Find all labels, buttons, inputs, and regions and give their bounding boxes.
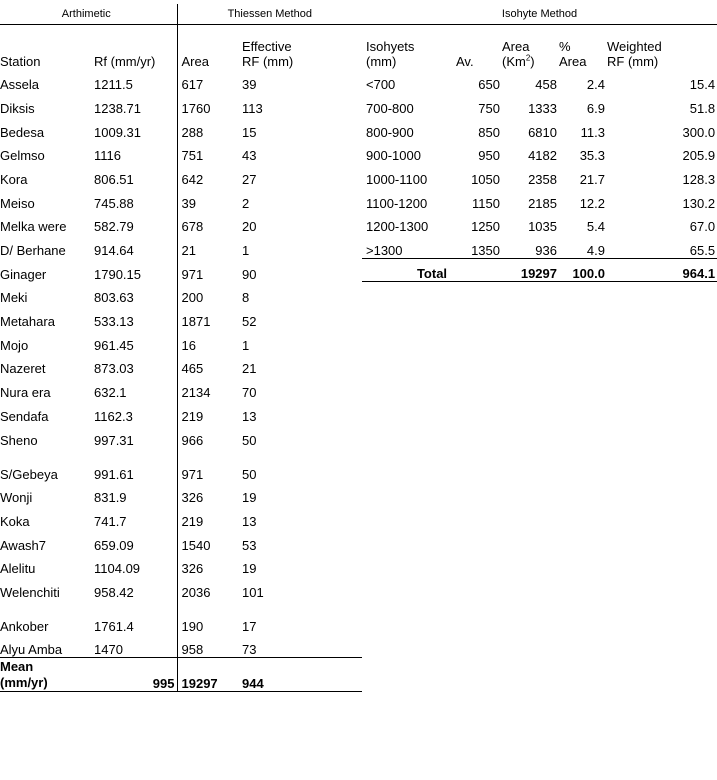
effective-rf-header-line2: RF (mm) [242, 53, 294, 69]
station-rf: 1009.31 [94, 124, 141, 140]
station-effective-rf: 2 [242, 195, 250, 211]
arithmetic-group-header: Arthimetic [0, 4, 177, 25]
station-name: Ankober [0, 618, 49, 634]
station-row [0, 400, 362, 424]
station-row [0, 553, 362, 577]
isohyet-percent-area: 11.3 [580, 124, 605, 140]
isohyet-area: 936 [535, 242, 557, 258]
station-effective-rf: 8 [242, 290, 250, 306]
station-row [0, 329, 362, 353]
isohyet-percent-area: 2.4 [586, 77, 605, 93]
isohyet-range: 700-800 [366, 100, 414, 116]
isohyet-percent-area: 4.9 [586, 242, 605, 258]
station-rf: 914.64 [94, 243, 134, 258]
station-rf: 1470 [94, 642, 123, 658]
station-row [0, 505, 362, 529]
station-area: 966 [177, 424, 242, 448]
station-row [0, 234, 362, 258]
isohyet-weighted-rf: 67.0 [689, 219, 716, 235]
station-area: 678 [177, 211, 242, 235]
station-area: 971 [177, 448, 242, 482]
isohyet-percent-area: 5.4 [586, 219, 605, 235]
mean-row [0, 658, 362, 692]
weighted-rf-header-line2: RF (mm) [607, 53, 659, 69]
station-name: Welenchiti [0, 584, 60, 600]
isohyet-average: 850 [478, 124, 500, 140]
station-rf: 806.51 [94, 171, 134, 187]
station-rf: 1211.5 [94, 77, 133, 93]
station-row [0, 482, 362, 506]
station-area: 21 [177, 234, 242, 258]
station-area: 326 [177, 553, 242, 577]
station-row [0, 448, 362, 482]
station-row [0, 305, 362, 329]
station-name: Wonji [0, 490, 33, 506]
isohyte-area-column-header [502, 25, 559, 69]
station-area: 751 [177, 140, 242, 164]
station-effective-rf: 27 [242, 171, 257, 187]
station-row [0, 69, 362, 93]
station-row [0, 576, 362, 600]
total-row [362, 258, 717, 282]
station-name: Melka were [0, 219, 67, 235]
isohyet-range: 1100-1200 [366, 195, 428, 211]
isohyet-range: <700 [366, 77, 396, 93]
isohyte-group-header: Isohyte Method [362, 4, 717, 25]
station-row [0, 529, 362, 553]
station-rf: 533.13 [94, 314, 134, 330]
weighted-rf-header-line1: Weighted [607, 38, 662, 54]
percent-area-header-line2: Area [559, 53, 587, 69]
station-effective-rf: 73 [242, 642, 257, 658]
isohyet-average: 1350 [471, 242, 500, 258]
station-effective-rf: 20 [242, 219, 257, 235]
effective-rf-column-header [242, 25, 362, 69]
station-row [0, 258, 362, 282]
station-effective-rf: 17 [242, 618, 257, 634]
total-label: Total [362, 258, 502, 282]
isohyets-header-line1: Isohyets [366, 38, 415, 54]
isohyet-area: 1333 [528, 100, 557, 116]
station-rf: 1761.4 [94, 618, 134, 634]
station-row [0, 353, 362, 377]
station-area: 1760 [177, 92, 242, 116]
isohyet-area: 4182 [528, 148, 557, 164]
isohyte-area-header-line1: Area [502, 38, 530, 54]
station-name: Nazeret [0, 361, 46, 377]
isohyet-range: 1000-1100 [366, 171, 428, 187]
isohyet-range: 800-900 [366, 124, 414, 140]
thiessen-area-column-header: Area [177, 25, 242, 69]
station-row [0, 376, 362, 400]
station-rf: 831.9 [94, 490, 127, 506]
station-effective-rf: 50 [242, 432, 257, 448]
effective-rf-header-line1: Effective [242, 38, 292, 54]
station-name: Alelitu [0, 561, 36, 577]
station-rf: 803.63 [94, 290, 134, 306]
isohyet-percent-area: 35.3 [579, 148, 605, 164]
isohyet-row [362, 116, 717, 140]
isohyet-range: 1200-1300 [366, 219, 429, 235]
station-effective-rf: 21 [242, 361, 257, 377]
mean-rf: 995 [94, 658, 177, 692]
station-effective-rf: 19 [242, 490, 257, 506]
station-area: 958 [177, 634, 242, 658]
station-row [0, 634, 362, 658]
station-effective-rf: 1 [242, 337, 250, 353]
station-effective-rf: 19 [242, 561, 257, 577]
isohyet-percent-area: 12.2 [579, 195, 605, 211]
total-area: 19297 [502, 258, 559, 282]
station-rf: 659.09 [94, 537, 134, 553]
station-area: 200 [177, 282, 242, 306]
station-effective-rf: 50 [242, 466, 257, 482]
isohyet-area: 458 [535, 77, 557, 93]
station-rf: 741.7 [94, 513, 127, 529]
station-name: Nura era [0, 385, 51, 401]
isohyet-percent-area: 6.9 [586, 100, 605, 116]
isohyet-average: 1050 [471, 171, 500, 187]
isohyet-weighted-rf: 65.5 [689, 242, 716, 258]
station-row [0, 211, 362, 235]
station-rf: 991.61 [94, 466, 134, 482]
total-percent-area: 100.0 [559, 258, 607, 282]
isohyet-area: 2185 [528, 195, 557, 211]
station-name: Sendafa [0, 408, 49, 424]
mean-label-line2: (mm/yr) [0, 675, 48, 691]
weighted-rf-column-header [607, 25, 717, 69]
station-area: 219 [177, 505, 242, 529]
mean-area: 19297 [177, 658, 242, 692]
isohyets-column-header [362, 25, 452, 69]
station-rf: 997.31 [94, 432, 134, 448]
station-rf: 1104.09 [94, 561, 141, 577]
station-effective-rf: 70 [242, 385, 257, 401]
isohyet-row [362, 163, 717, 187]
station-effective-rf: 13 [242, 513, 257, 529]
station-area: 190 [177, 600, 242, 634]
station-rf: 958.42 [94, 584, 134, 600]
station-name: Gelmso [0, 148, 45, 164]
station-area: 642 [177, 163, 242, 187]
station-effective-rf: 52 [242, 314, 257, 330]
station-name: Ginager [0, 266, 47, 282]
station-column-header: Station [0, 53, 41, 69]
isohyte-area-header-unit: (Km [502, 53, 526, 69]
station-name: Meiso [0, 195, 35, 211]
station-area: 971 [177, 258, 242, 282]
station-name: Assela [0, 77, 40, 93]
isohyet-average: 950 [478, 148, 500, 164]
station-row [0, 600, 362, 634]
isohyet-weighted-rf: 15.4 [689, 77, 716, 93]
station-row [0, 92, 362, 116]
isohyet-row [362, 187, 717, 211]
isohyet-average: 650 [478, 77, 500, 93]
station-rf: 1116 [94, 148, 121, 164]
station-name: Meki [0, 290, 28, 306]
isohyet-row [362, 234, 717, 258]
station-effective-rf: 53 [242, 537, 257, 553]
percent-area-column-header [559, 25, 607, 69]
isohyte-area-header-sup: 2 [525, 53, 531, 63]
isohyet-row [362, 140, 717, 164]
isohyet-average: 1150 [472, 195, 500, 211]
isohyet-area: 2358 [528, 171, 557, 187]
isohyet-range: 900-1000 [366, 148, 421, 164]
station-area: 465 [177, 353, 242, 377]
station-effective-rf: 113 [242, 100, 263, 116]
station-area: 2134 [177, 376, 242, 400]
average-column-header: Av. [456, 53, 474, 69]
station-row [0, 163, 362, 187]
percent-area-header-line1: % [559, 38, 571, 54]
station-effective-rf: 1 [242, 243, 250, 258]
isohyet-weighted-rf: 205.9 [682, 148, 716, 164]
station-effective-rf: 101 [242, 584, 264, 600]
station-name: S/Gebeya [0, 466, 58, 482]
station-row [0, 282, 362, 306]
station-rf: 873.03 [94, 361, 134, 377]
isohyet-weighted-rf: 51.8 [689, 100, 716, 116]
mean-label-line1: Mean [0, 659, 34, 675]
isohyets-header-line2: (mm) [366, 53, 397, 69]
station-rf: 961.45 [94, 337, 134, 353]
isohyet-weighted-rf: 130.2 [682, 195, 716, 211]
isohyet-row [362, 211, 717, 235]
station-name: Mojo [0, 337, 29, 353]
station-row [0, 424, 362, 448]
mean-effective-rf: 944 [242, 658, 362, 692]
station-name: Sheno [0, 432, 38, 448]
isohyet-row [362, 69, 717, 93]
station-area: 1540 [177, 529, 242, 553]
station-area: 326 [177, 482, 242, 506]
station-row [0, 140, 362, 164]
station-name: Diksis [0, 100, 35, 116]
station-area: 2036 [177, 576, 242, 600]
isohyet-weighted-rf: 300.0 [682, 124, 716, 140]
station-area: 617 [177, 69, 242, 93]
station-effective-rf: 39 [242, 77, 257, 93]
isohyet-area: 1035 [528, 219, 557, 235]
isohyte-area-header-close: ) [530, 53, 535, 69]
station-effective-rf: 13 [242, 408, 257, 424]
station-area: 288 [177, 116, 242, 140]
isohyet-percent-area: 21.7 [579, 171, 605, 187]
isohyet-average: 750 [478, 100, 500, 116]
station-area: 1871 [177, 305, 242, 329]
station-name: Awash7 [0, 537, 47, 553]
isohyet-area: 6810 [528, 124, 557, 140]
station-rf: 1162.3 [94, 408, 133, 424]
station-rf: 632.1 [94, 385, 127, 401]
station-rf: 745.88 [94, 195, 134, 211]
isohyte-table [362, 4, 717, 282]
isohyet-range: >1300 [366, 242, 403, 258]
station-row [0, 116, 362, 140]
isohyet-average: 1250 [471, 219, 500, 235]
total-weighted-rf: 964.1 [607, 258, 717, 282]
station-name: Bedesa [0, 124, 45, 140]
station-area: 39 [177, 187, 242, 211]
station-row [0, 187, 362, 211]
station-area: 219 [177, 400, 242, 424]
station-name: Metahara [0, 314, 55, 330]
mean-label [0, 658, 94, 692]
station-name: Kora [0, 171, 28, 187]
station-effective-rf: 90 [242, 266, 257, 282]
rf-column-header: Rf (mm/yr) [94, 53, 156, 69]
station-name: Alyu Amba [0, 642, 63, 658]
station-name: D/ Berhane [0, 243, 66, 258]
thiessen-group-header: Thiessen Method [177, 4, 362, 25]
station-name: Koka [0, 513, 30, 529]
station-rf: 582.79 [94, 219, 134, 235]
station-area: 16 [177, 329, 242, 353]
station-effective-rf: 15 [242, 124, 257, 140]
isohyet-weighted-rf: 128.3 [682, 171, 716, 187]
isohyet-row [362, 92, 717, 116]
station-effective-rf: 43 [242, 148, 257, 164]
arithmetic-thiessen-table [0, 4, 362, 692]
station-rf: 1790.15 [94, 266, 141, 282]
station-rf: 1238.71 [94, 100, 141, 116]
